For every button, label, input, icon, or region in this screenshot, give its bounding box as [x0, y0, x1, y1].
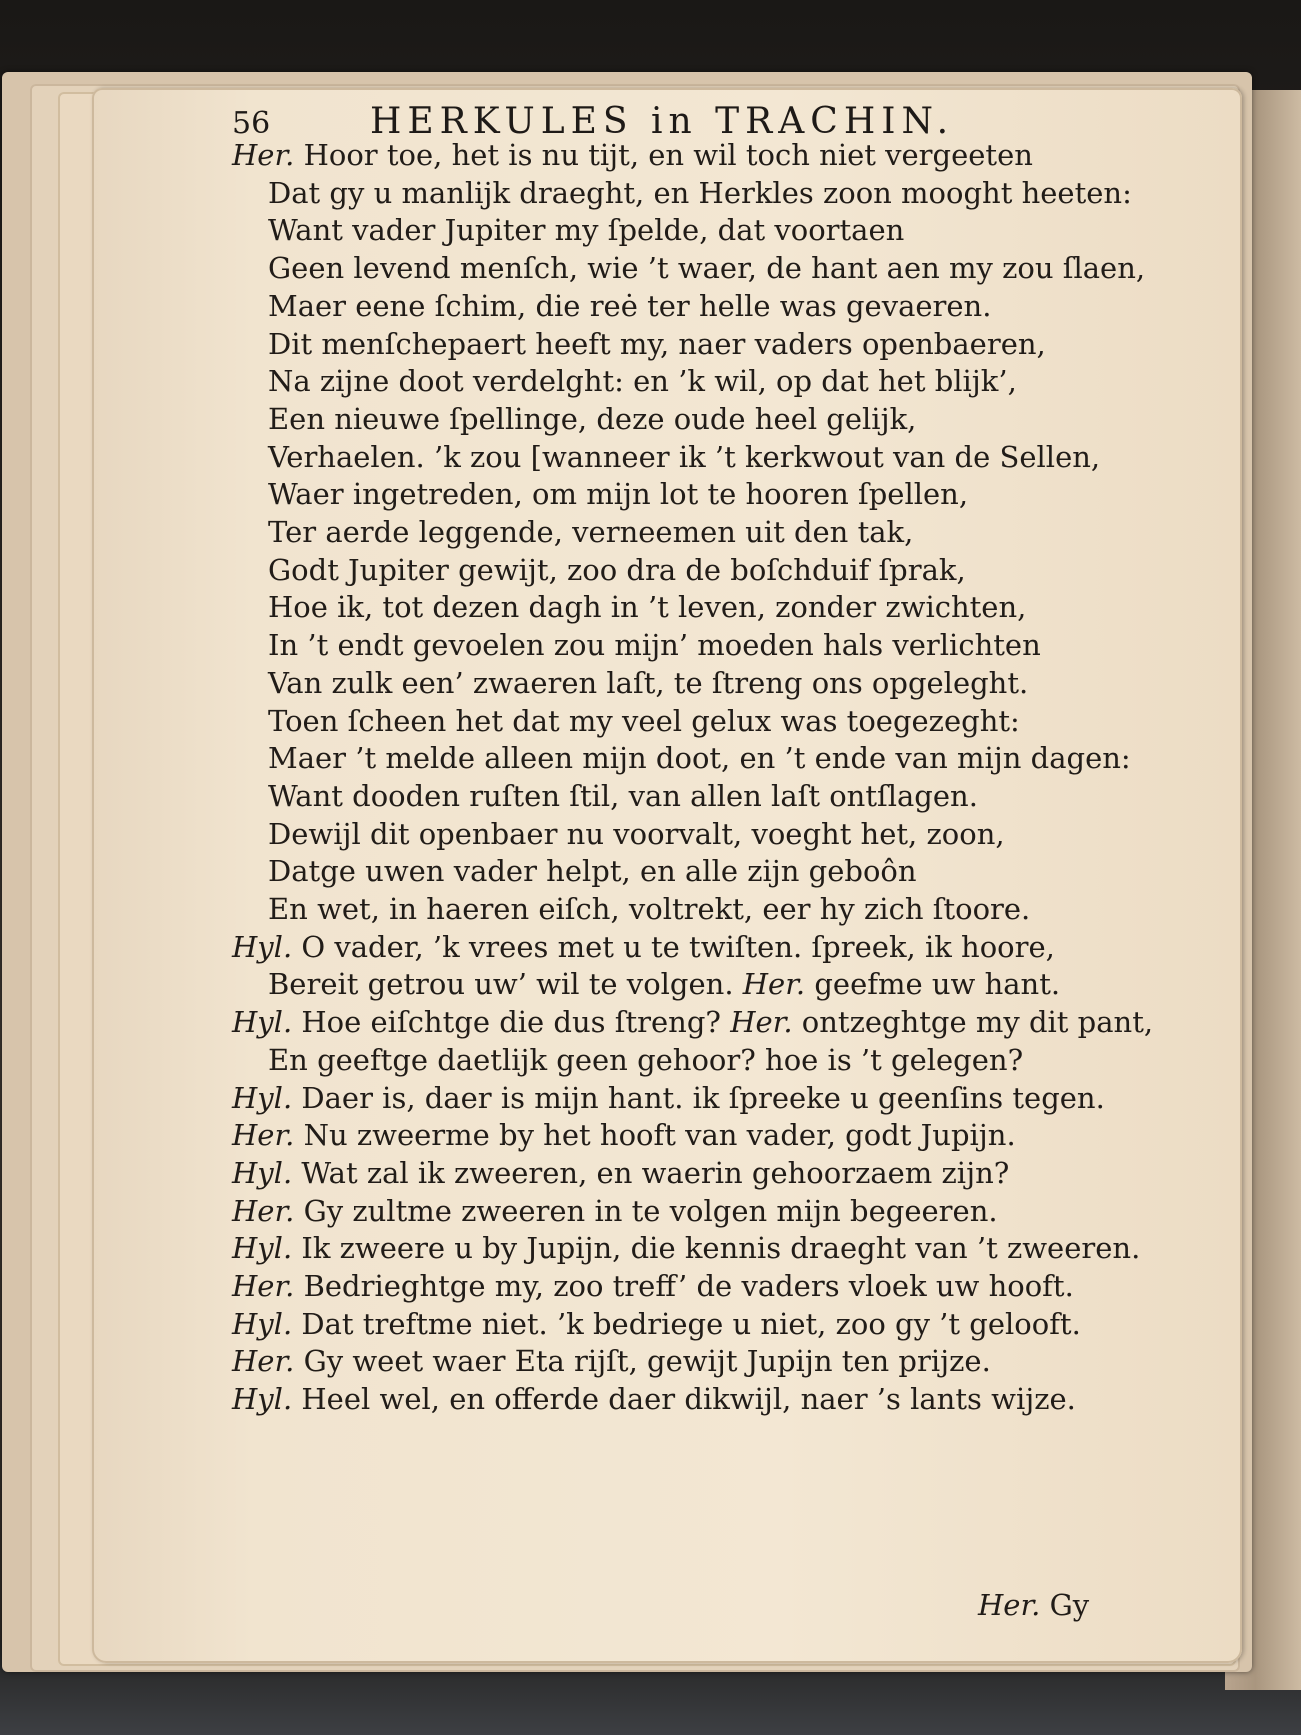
- verse-line: [232, 1005, 1153, 1039]
- verse-line: [268, 1043, 1023, 1077]
- speaker-name: Her.: [232, 1193, 295, 1228]
- line-text: Maer eene ſchim, die reė ter helle was gevaeren.: [268, 288, 992, 323]
- speaker-name: Hyl.: [232, 1306, 293, 1341]
- line-text: Datge uwen vader helpt, en alle zijn geboôn: [268, 854, 917, 889]
- verse-line: [268, 327, 1046, 361]
- page-title: HERKULES in TRACHIN.: [370, 101, 955, 142]
- verse-line: [232, 1382, 1076, 1416]
- speaker-name: Her.: [232, 1344, 295, 1379]
- speaker-name: Her.: [232, 1269, 295, 1303]
- verse-line: [232, 1194, 998, 1228]
- verse-line: [268, 779, 978, 813]
- verse-line: [232, 1081, 1105, 1115]
- line-text: Dit menſchepaert heeft my, naer vaders openbaeren,: [268, 326, 1046, 361]
- speaker-name: Her.: [232, 1118, 295, 1153]
- verse-line: [232, 138, 1033, 172]
- verse-line: [268, 364, 1017, 398]
- verse-line: [268, 176, 1132, 210]
- verse-line: [232, 1231, 1140, 1265]
- line-text: Gy zultme zweeren in te volgen mijn begeeren.: [303, 1193, 998, 1228]
- catchword-speaker: Her.: [978, 1588, 1041, 1622]
- line-text: En geeftge daetlijk geen gehoor? hoe is ’t gelegen?: [268, 1042, 1024, 1077]
- line-text: Wat zal ik zweeren, en waerin gehoorzaem zijn?: [301, 1155, 1010, 1190]
- verse-line: [268, 628, 1041, 662]
- line-text: Van zulk een’ zwaeren laſt, te ſtreng ons opgeleght.: [268, 665, 1029, 700]
- speaker-name: Hyl.: [232, 1005, 293, 1040]
- line-text: geefme uw hant.: [814, 967, 1061, 1002]
- line-text: ontzeghtge my dit pant,: [801, 1005, 1154, 1040]
- line-text: Want dooden ruſten ſtil, van allen laſt ontſlagen.: [268, 778, 978, 813]
- line-text: En wet, in haeren eiſch, voltrekt, eer hy zich ſtoore.: [268, 892, 1031, 926]
- line-text: Een nieuwe ſpellinge, deze oude heel gelijk,: [268, 401, 917, 436]
- line-text: Ter aerde leggende, verneemen uit den tak,: [268, 515, 914, 549]
- verse-line: [268, 251, 1145, 285]
- line-text: Na zijne doot verdelght: en ’k wil, op dat het blijk’,: [268, 364, 1017, 399]
- line-text: Want vader Jupiter my ſpelde, dat voortaen: [268, 213, 905, 248]
- verse-line: [268, 892, 1030, 926]
- speaker-name: Hyl.: [232, 1155, 293, 1190]
- line-text: Verhaelen. ’k zou [wanneer ik ’t kerkwout van de Sellen,: [268, 439, 1101, 474]
- line-text: Gy weet waer Eta rijſt, gewijt Jupijn ten prijze.: [303, 1344, 991, 1379]
- verse-line: [232, 1307, 1081, 1341]
- running-head: [92, 88, 1242, 142]
- verse-line: [268, 666, 1028, 700]
- speaker-name: Her.: [232, 138, 295, 172]
- line-text: Dewijl dit openbaer nu voorvalt, voeght het, zoon,: [268, 816, 1005, 851]
- verse-line: [268, 515, 913, 549]
- verse-line: [232, 1269, 1074, 1303]
- verse-line: [232, 930, 1055, 964]
- verse-line: [268, 289, 991, 323]
- verse-line: [268, 817, 1005, 851]
- speaker-name: Her.: [742, 967, 806, 1002]
- book-page: [92, 88, 1242, 1663]
- speaker-name: Hyl.: [232, 1382, 293, 1417]
- line-text: Hoe eiſchtge die dus ſtreng?: [301, 1005, 721, 1040]
- speaker-name: Hyl.: [232, 929, 293, 964]
- speaker-name: Hyl.: [232, 1080, 293, 1115]
- line-text: Hoe ik, tot dezen dagh in ’t leven, zonder zwichten,: [268, 590, 1027, 625]
- line-text: In ’t endt gevoelen zou mijn’ moeden hals verlichten: [268, 628, 1041, 663]
- verse-line: [268, 741, 1131, 775]
- verse-line: [232, 1344, 991, 1378]
- speaker-name: Her.: [730, 1005, 793, 1040]
- catchword: [978, 1588, 1089, 1622]
- line-text: O vader, ’k vrees met u te twiſten. ſpreek, ik hoore,: [301, 929, 1055, 964]
- line-text: Maer ’t melde alleen mijn doot, en ’t ende van mijn dagen:: [268, 741, 1131, 776]
- line-text: Geen levend menſch, wie ’t waer, de hant aen my zou ſlaen,: [268, 251, 1146, 286]
- line-text: Heel wel, en offerde daer dikwijl, naer ’s lants wijze.: [301, 1382, 1076, 1417]
- page-number: 56: [232, 106, 271, 141]
- verse-line: [268, 440, 1100, 474]
- line-text: Daer is, daer is mijn hant. ik ſpreeke u geenſins tegen.: [301, 1080, 1105, 1115]
- line-text: Bereit getrou uw’ wil te volgen.: [268, 967, 734, 1002]
- verse-line: [232, 1156, 1009, 1190]
- verse-line: [268, 854, 917, 888]
- verse-line: [268, 553, 966, 587]
- line-text: Dat treftme niet. ’k bedriege u niet, zoo gy ’t gelooft.: [301, 1306, 1081, 1341]
- verse-line: [268, 477, 968, 511]
- line-text: Waer ingetreden, om mijn lot te hooren ſpellen,: [268, 477, 969, 512]
- line-text: Toen ſcheen het dat my veel gelux was toegezeght:: [268, 703, 1020, 738]
- speaker-name: Hyl.: [232, 1231, 293, 1266]
- line-text: Nu zweerme by het hooft van vader, godt Jupijn.: [303, 1118, 1016, 1153]
- catchword-text: Gy: [1049, 1588, 1090, 1622]
- verse-line: [268, 704, 1020, 738]
- line-text: Dat gy u manlijk draeght, en Herkles zoon mooght heeten:: [268, 175, 1132, 210]
- line-text: Bedrieghtge my, zoo treff’ de vaders vloek uw hooft.: [303, 1269, 1074, 1303]
- verse-line: [268, 213, 904, 247]
- line-text: Ik zweere u by Jupijn, die kennis draeght van ’t zweeren.: [301, 1231, 1141, 1266]
- line-text: Hoor toe, het is nu tijt, en wil toch niet vergeeten: [303, 138, 1033, 172]
- verse-line: [232, 1118, 1016, 1152]
- verse-line: [268, 402, 916, 436]
- verse-line: [268, 590, 1026, 624]
- line-text: Godt Jupiter gewijt, zoo dra de boſchduif ſprak,: [268, 552, 966, 587]
- verse-line: [268, 967, 1060, 1001]
